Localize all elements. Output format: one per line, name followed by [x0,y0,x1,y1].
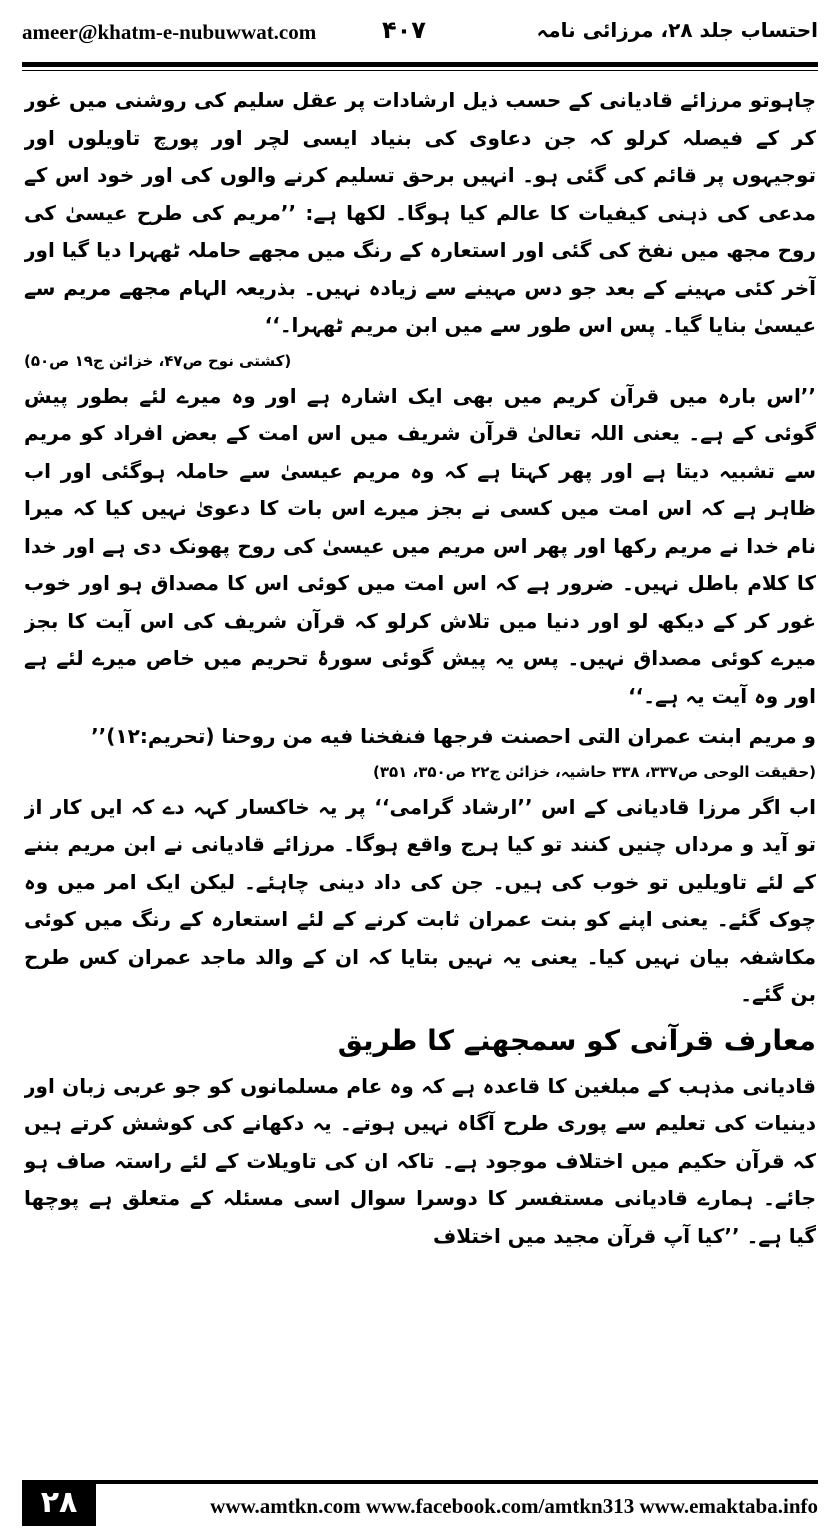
footer-rule [22,1480,818,1484]
reference-haqiqat-ul-wahi: (حقیقت الوحی ص۳۳۷، ۳۳۸ حاشیہ، خزائن ج۲۲ ص۳۵۰، ۳۵۱) [372,762,816,781]
paragraph-2: ’’اس بارہ میں قرآن کریم میں بھی ایک اشارہ ہے اور وہ میرے لئے بطور پیش گوئی کے ہے۔ یعنی اللہ تعالیٰ قرآن شریف میں اس امت کے بعض افراد کو مریم سے تشبیہ دیتا ہے اور پھر کہتا ہے کہ وہ مریم عیسیٰ سے حاملہ ہوگئی اور اب ظاہر ہے کہ اس امت میں کسی نے بجز میرے اس بات کا دعویٰ نہیں کیا کہ میرا نام خدا نے مریم رکھا اور پھر اس مریم میں عیسیٰ کی روح پھونک دی ہے اور خدا کا کلام باطل نہیں۔ ضرور ہے کہ اس امت میں کوئی اس کا مصداق ہو اور خوب غور کر کے دیکھ لو اور دنیا میں تلاش کرلو کہ قرآن شریف کی اس آیت کا بجز میرے کوئی مصداق نہیں۔ پس یہ پیش گوئی سورۂ تحریم میں خاص میرے لئے ہے اور وہ آیت یہ ہے۔‘‘ [24,383,816,708]
page-footer [22,1480,818,1528]
section-heading: معارف قرآنی کو سمجھنے کا طریق [337,1023,816,1057]
header-rule-thin [22,70,818,71]
footer-page-number: ۲۸ [22,1480,96,1526]
header-rule-thick [22,62,818,67]
footer-links: www.amtkn.com www.facebook.com/amtkn313 www.emaktaba.info [210,1494,818,1518]
paragraph-4: قادیانی مذہب کے مبلغین کا قاعدہ ہے کہ وہ عام مسلمانوں کو جو عربی زبان اور دینیات کی تعلیم سے پوری طرح آگاہ نہیں ہوتے۔ یہ دکھانے کی کوشش کرتے ہیں کہ قرآن حکیم میں اختلاف موجود ہے۔ تاکہ ان کی تاویلات کے لئے راستہ صاف ہو جائے۔ ہمارے قادیانی مستفسر کا دوسرا سوال اسی مسئلہ کے متعلق ہے پوچھا گیا ہے۔ ’’کیا آپ قرآن مجید میں اختلاف [24,1073,816,1248]
paragraph-1: چاہوتو مرزائے قادیانی کے حسب ذیل ارشادات پر عقل سلیم کی روشنی میں غور کر کے فیصلہ کرلو کہ جن دعاوی کی بنیاد ایسی لچر اور پورچ تاویلوں اور توجیہوں پر قائم کی گئی ہو۔ انہیں برحق تسلیم کرنے والوں کی اور خود اس کے مدعی کی ذہنی کیفیات کا عالم کیا ہوگا۔ لکھا ہے: ’’مریم کی طرح عیسیٰ کی روح مجھ میں نفخ کی گئی اور استعارہ کے رنگ میں مجھے حاملہ ٹھہرا دیا گیا اور آخر کئی مہینے کے بعد جو دس مہینے سے زیادہ نہیں۔ بذریعہ الہام مجھے مریم سے عیسیٰ بنایا گیا۔ پس اس طور سے میں ابن مریم ٹھہرا۔‘‘ [24,88,816,337]
header-email: ameer@khatm-e-nubuwwat.com [22,20,317,44]
reference-kashti-nooh: (کشتی نوح ص۴۷، خزائن ج۱۹ ص۵۰) [24,351,292,370]
page-body [24,82,816,1457]
page-header [22,14,818,58]
paragraph-3: اب اگر مرزا قادیانی کے اس ’’ارشاد گرامی‘‘ پر یہ خاکسار کہہ دے کہ ایں کار از تو آید و مرداں چنیں کنند تو کیا ہرج واقع ہوگا۔ مرزائے قادیانی نے ابن مریم بننے کے لئے تاویلیں تو خوب کی ہیں۔ جن کی داد دینی چاہئے۔ لیکن ایک امر میں وہ چوک گئے۔ یعنی اپنے کو بنت عمران ثابت کرنے کے لئے استعارہ کے رنگ میں کوئی مکاشفہ بیان نہیں کیا۔ یعنی یہ نہیں بتایا کہ ان کے والد ماجد عمران کس طرح بن گئے۔ [24,794,816,1006]
header-title: احتساب جلد ۲۸، مرزائی نامہ [536,18,818,42]
header-page-number: ۴۰۷ [382,16,426,44]
quran-verse: و مریم ابنت عمران التی احصنت فرجها فنفخنا فیه من روحنا (تحریم:۱۲)’’ [91,724,816,748]
